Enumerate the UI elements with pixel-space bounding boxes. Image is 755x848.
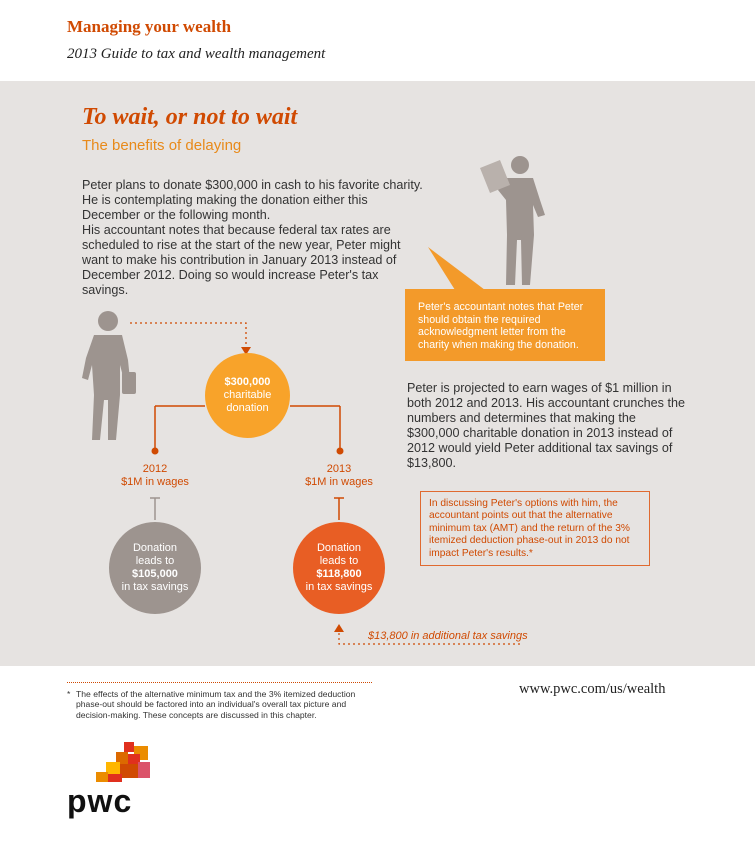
result-2012-circle bbox=[109, 522, 201, 614]
arrow-up-icon bbox=[334, 624, 344, 632]
year-2013-label bbox=[279, 463, 399, 489]
donation-circle bbox=[205, 353, 290, 438]
footnote-divider bbox=[67, 682, 372, 683]
year-2013: 2013 bbox=[326, 463, 352, 475]
intro-paragraph: Peter plans to donate $300,000 in cash to his favorite charity. He is contemplating making the donation either this December or the following month. bbox=[82, 178, 423, 222]
header-subtitle: 2013 Guide to tax and wealth management bbox=[67, 46, 326, 62]
year-2012: 2012 bbox=[142, 463, 168, 475]
result-2013-line3: in tax savings bbox=[305, 581, 373, 593]
result-2013-amount: $118,800 bbox=[316, 568, 362, 580]
pwc-logo-text: pwc bbox=[67, 783, 133, 819]
page-title: To wait, or not to wait bbox=[82, 104, 298, 130]
result-2012-line1: Donation bbox=[132, 542, 178, 554]
result-2013-line1: Donation bbox=[316, 542, 362, 554]
wages-paragraph: Peter is projected to earn wages of $1 million in both 2012 and 2013. His accountant crunches the numbers and determines that making the $300,000 charitable donation in 2013 instead of 2012 would yield Peter additional tax savings of $13,800. bbox=[407, 381, 685, 470]
branch-node-left bbox=[152, 448, 159, 455]
callout-text: Peter's accountant notes that Peter should obtain the required acknowledgment letter from the charity when making the donation. bbox=[418, 301, 584, 351]
callout-pointer bbox=[428, 247, 485, 290]
note-text: In discussing Peter's options with him, the accountant points out that the alternative minimum tax (AMT) and the return of the 3% itemized deduction phase-out in 2013 do not impact Peter's results.* bbox=[429, 498, 630, 559]
peter-figure-icon bbox=[82, 311, 136, 440]
header-title: Managing your wealth bbox=[67, 17, 232, 36]
result-2012-amount: $105,000 bbox=[132, 568, 178, 580]
result-2012-line2: leads to bbox=[135, 555, 175, 567]
donation-amount: $300,000 bbox=[224, 376, 271, 388]
wages-2012: $1M in wages bbox=[121, 476, 189, 488]
website-link[interactable]: www.pwc.com/us/wealth bbox=[519, 681, 666, 697]
result-2013-circle bbox=[293, 522, 385, 614]
additional-savings-label: $13,800 in additional tax savings bbox=[368, 630, 528, 642]
accountant-figure-icon bbox=[480, 156, 545, 285]
accountant-paragraph: His accountant notes that because federal tax rates are scheduled to rise at the start of the new year, Peter might want to make his contribution in January 2013 instead of December 2012. Doing so would increase Peter's tax savings. bbox=[82, 223, 401, 297]
footnote-star: * bbox=[67, 689, 71, 699]
donation-line2: donation bbox=[226, 402, 269, 414]
right-result-connector bbox=[334, 498, 344, 520]
wages-2013: $1M in wages bbox=[305, 476, 373, 488]
page-subtitle: The benefits of delaying bbox=[82, 137, 242, 154]
dotted-connector bbox=[130, 323, 246, 350]
donation-line1: charitable bbox=[223, 389, 272, 401]
result-2013-line2: leads to bbox=[319, 555, 359, 567]
branch-node-right bbox=[337, 448, 344, 455]
left-result-connector bbox=[150, 498, 160, 520]
result-2012-line3: in tax savings bbox=[121, 581, 189, 593]
footnote-text: The effects of the alternative minimum tax and the 3% itemized deduction phase-out should be factored into an individual's overall tax picture and decision-making. These concepts are discussed in this chapter. bbox=[76, 689, 356, 720]
pwc-logo-blocks-icon bbox=[96, 742, 156, 784]
year-2012-label bbox=[95, 463, 215, 489]
